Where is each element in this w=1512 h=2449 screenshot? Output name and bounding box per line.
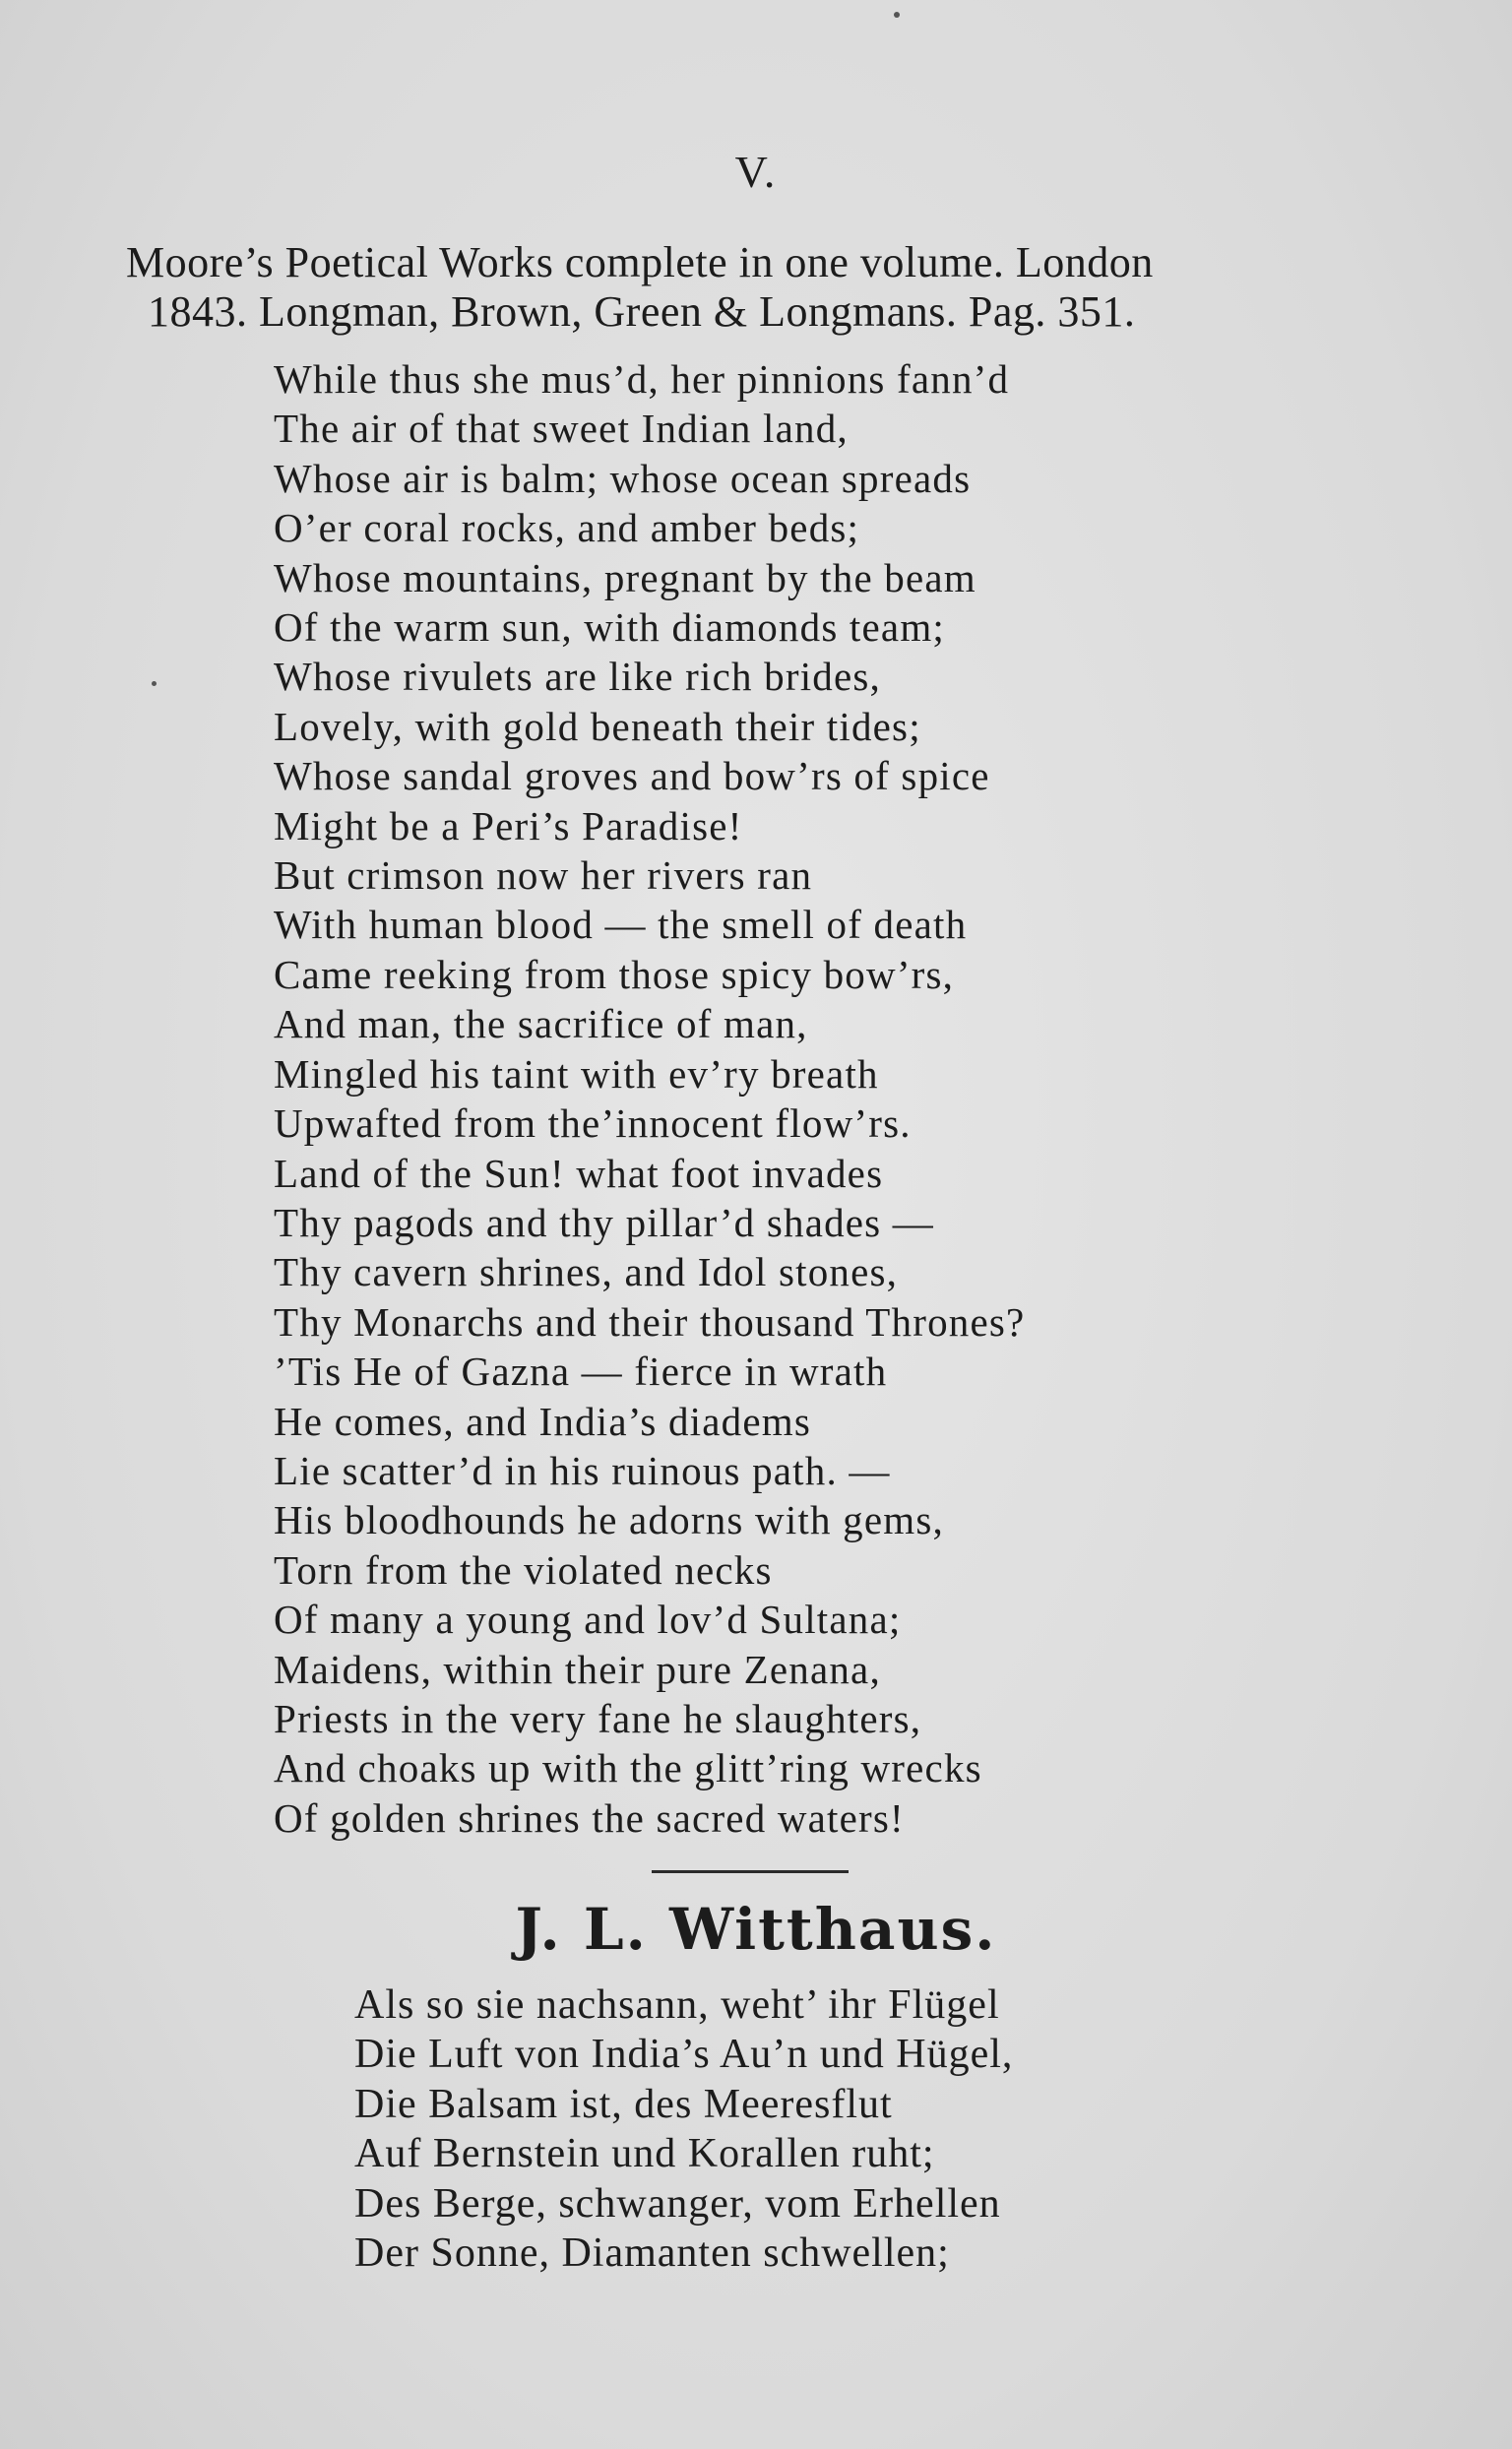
poem-line: He comes, and India’s diadems — [274, 1398, 812, 1444]
poem-line: Came reeking from those spicy bow’rs, — [274, 951, 955, 997]
translator-heading: J. L. Witthaus. — [515, 1896, 997, 1963]
poem-line: Land of the Sun! what foot invades — [274, 1150, 884, 1196]
poem-line: Whose air is balm; whose ocean spreads — [274, 455, 972, 501]
poem-line: The air of that sweet Indian land, — [274, 406, 849, 452]
poem-line: Whose mountains, pregnant by the beam — [274, 554, 976, 600]
poem-line: Lovely, with gold beneath their tides; — [274, 703, 921, 749]
poem-line: Der Sonne, Diamanten schwellen; — [354, 2230, 950, 2277]
poem-line: Lie scatter’d in his ruinous path. — — [274, 1447, 891, 1493]
poem-line: Auf Bernstein und Korallen ruht; — [354, 2131, 935, 2177]
poem-line: And choaks up with the glitt’ring wrecks — [274, 1745, 982, 1791]
print-speck — [894, 12, 900, 18]
poem-line: While thus she mus’d, her pinnions fann’d — [274, 356, 1010, 402]
poem-line: His bloodhounds he adorns with gems, — [274, 1497, 944, 1543]
section-divider — [652, 1870, 849, 1873]
poem-line: Thy cavern shrines, and Idol stones, — [274, 1249, 899, 1295]
poem-line: Thy pagods and thy pillar’d shades — — [274, 1199, 934, 1245]
poem-line: Thy Monarchs and their thousand Thrones? — [274, 1298, 1026, 1345]
source-line-1: Moore’s Poetical Works complete in one volume. London — [126, 238, 1154, 286]
poem-line: Torn from the violated necks — [274, 1546, 773, 1593]
poem-line: Of golden shrines the sacred waters! — [274, 1794, 905, 1841]
german-poem — [354, 1980, 1240, 2278]
poem-line: Of the warm sun, with diamonds team; — [274, 604, 946, 651]
poem-line: O’er coral rocks, and amber beds; — [274, 505, 860, 551]
poem-line: Mingled his taint with ev’ry breath — [274, 1050, 879, 1097]
poem-line: Upwafted from the’innocent flow’rs. — [274, 1100, 912, 1147]
poem-line: ’Tis He of Gazna — fierce in wrath — [274, 1349, 888, 1395]
poem-line: Might be a Peri’s Paradise! — [274, 802, 743, 848]
print-speck — [152, 681, 157, 686]
poem-line: And man, the sacrifice of man, — [274, 1001, 808, 1047]
poem-line: Die Luft von India’s Au’n und Hügel, — [354, 2032, 1014, 2078]
poem-line: With human blood — the smell of death — [274, 902, 968, 948]
poem-line: Whose sandal groves and bow’rs of spice — [274, 753, 990, 799]
english-poem — [274, 354, 1258, 1843]
poem-line: Die Balsam ist, des Meeresflut — [354, 2081, 893, 2127]
poem-line: Of many a young and lov’d Sultana; — [274, 1597, 902, 1643]
poem-line: Maidens, within their pure Zenana, — [274, 1646, 881, 1692]
source-line-2: 1843. Longman, Brown, Green & Longmans. Pag. 351. — [148, 287, 1136, 336]
poem-line: Whose rivulets are like rich brides, — [274, 654, 881, 700]
poem-line: Des Berge, schwanger, vom Erhellen — [354, 2180, 1001, 2227]
page-number: V. — [734, 147, 778, 197]
poem-line: Als so sie nachsann, weht’ ihr Flügel — [354, 1982, 1000, 2028]
poem-line: Priests in the very fane he slaughters, — [274, 1695, 922, 1741]
poem-line: But crimson now her rivers ran — [274, 852, 813, 899]
source-citation — [126, 238, 1337, 337]
